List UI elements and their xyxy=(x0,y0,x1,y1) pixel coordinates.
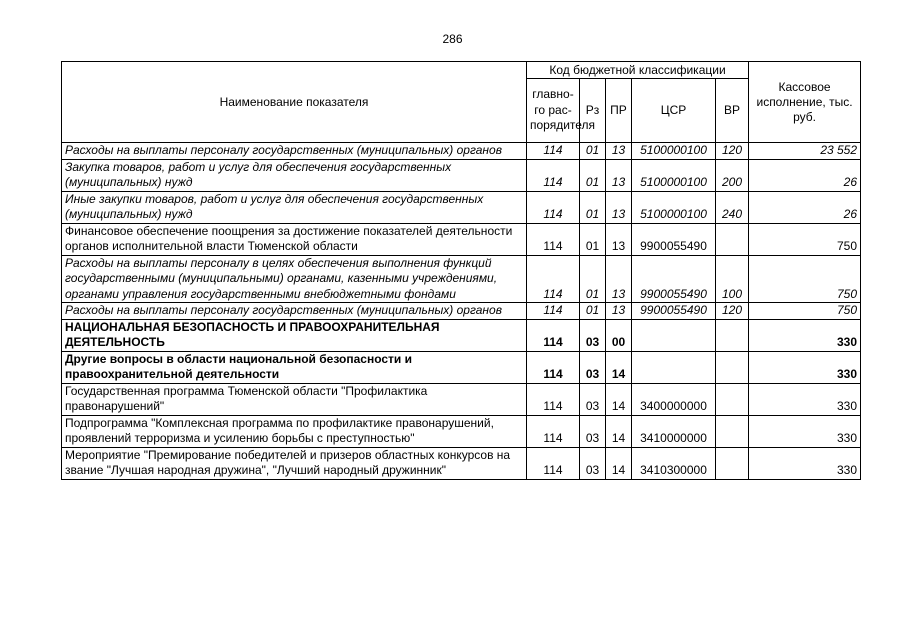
cell-amount: 330 xyxy=(749,447,861,479)
cell-csr: 3410300000 xyxy=(632,447,716,479)
cell-vr xyxy=(716,447,749,479)
cell-glavny: 114 xyxy=(527,255,580,303)
table-row xyxy=(62,383,861,415)
header-vr: ВР xyxy=(716,79,749,143)
cell-csr: 5100000100 xyxy=(632,143,716,160)
header-name: Наименование показателя xyxy=(62,62,527,143)
cell-glavny: 114 xyxy=(527,143,580,160)
table-row xyxy=(62,255,861,303)
cell-name: Финансовое обеспечение поощрения за достижение показателей деятельности органов исполнительной власти Тюменской области xyxy=(62,223,527,255)
cell-pr: 13 xyxy=(606,223,632,255)
cell-rz: 03 xyxy=(580,351,606,383)
cell-rz: 01 xyxy=(580,223,606,255)
cell-glavny: 114 xyxy=(527,303,580,320)
cell-csr: 3400000000 xyxy=(632,383,716,415)
cell-name: НАЦИОНАЛЬНАЯ БЕЗОПАСНОСТЬ И ПРАВООХРАНИТЕЛЬНАЯ ДЕЯТЕЛЬНОСТЬ xyxy=(62,319,527,351)
page-number: 286 xyxy=(442,32,463,46)
cell-glavny: 114 xyxy=(527,447,580,479)
cell-csr: 9900055490 xyxy=(632,223,716,255)
cell-amount: 330 xyxy=(749,351,861,383)
cell-csr: 5100000100 xyxy=(632,191,716,223)
table-row xyxy=(62,447,861,479)
cell-name: Закупка товаров, работ и услуг для обеспечения государственных (муниципальных) нужд xyxy=(62,159,527,191)
cell-rz: 01 xyxy=(580,159,606,191)
cell-amount: 330 xyxy=(749,383,861,415)
cell-name: Расходы на выплаты персоналу государственных (муниципальных) органов xyxy=(62,303,527,320)
cell-amount: 750 xyxy=(749,223,861,255)
cell-rz: 03 xyxy=(580,383,606,415)
cell-pr: 00 xyxy=(606,319,632,351)
cell-name: Другие вопросы в области национальной безопасности и правоохранительной деятельности xyxy=(62,351,527,383)
cell-rz: 03 xyxy=(580,415,606,447)
cell-pr: 13 xyxy=(606,143,632,160)
header-amount: Кассовое исполнение, тыс. руб. xyxy=(749,62,861,143)
cell-glavny: 114 xyxy=(527,191,580,223)
cell-rz: 01 xyxy=(580,303,606,320)
cell-pr: 14 xyxy=(606,447,632,479)
table-row xyxy=(62,143,861,160)
cell-glavny: 114 xyxy=(527,319,580,351)
cell-glavny: 114 xyxy=(527,383,580,415)
table-header xyxy=(62,62,861,143)
budget-table xyxy=(61,61,861,480)
cell-glavny: 114 xyxy=(527,159,580,191)
cell-amount: 330 xyxy=(749,415,861,447)
cell-name: Иные закупки товаров, работ и услуг для обеспечения государственных (муниципальных) нужд xyxy=(62,191,527,223)
cell-rz: 01 xyxy=(580,143,606,160)
cell-vr xyxy=(716,319,749,351)
table-row xyxy=(62,319,861,351)
cell-pr: 14 xyxy=(606,383,632,415)
header-glavny: главно-го рас-порядителя xyxy=(527,79,580,143)
cell-vr xyxy=(716,223,749,255)
cell-vr xyxy=(716,351,749,383)
cell-name: Подпрограмма "Комплексная программа по профилактике правонарушений, проявлений терроризма и усилению борьбы с преступностью" xyxy=(62,415,527,447)
cell-rz: 03 xyxy=(580,319,606,351)
cell-csr: 9900055490 xyxy=(632,303,716,320)
table-row xyxy=(62,191,861,223)
cell-vr: 100 xyxy=(716,255,749,303)
table-body xyxy=(62,143,861,480)
cell-rz: 01 xyxy=(580,191,606,223)
cell-rz: 01 xyxy=(580,255,606,303)
cell-name: Расходы на выплаты персоналу в целях обеспечения выполнения функций государственными (муниципальными) органами, казенными учреждениями, органами управления государственными внебюджетными фондами xyxy=(62,255,527,303)
cell-csr: 3410000000 xyxy=(632,415,716,447)
cell-glavny: 114 xyxy=(527,223,580,255)
cell-pr: 13 xyxy=(606,159,632,191)
cell-glavny: 114 xyxy=(527,351,580,383)
table-row xyxy=(62,351,861,383)
cell-pr: 14 xyxy=(606,415,632,447)
cell-amount: 26 xyxy=(749,159,861,191)
cell-amount: 750 xyxy=(749,255,861,303)
cell-amount: 26 xyxy=(749,191,861,223)
cell-pr: 13 xyxy=(606,255,632,303)
cell-name: Расходы на выплаты персоналу государственных (муниципальных) органов xyxy=(62,143,527,160)
header-csr: ЦСР xyxy=(632,79,716,143)
cell-vr: 240 xyxy=(716,191,749,223)
table-row xyxy=(62,415,861,447)
table-row xyxy=(62,159,861,191)
header-rz: Рз xyxy=(580,79,606,143)
table-row xyxy=(62,223,861,255)
header-code-group: Код бюджетной классификации xyxy=(527,62,749,79)
cell-amount: 750 xyxy=(749,303,861,320)
cell-csr: 9900055490 xyxy=(632,255,716,303)
cell-rz: 03 xyxy=(580,447,606,479)
cell-vr: 200 xyxy=(716,159,749,191)
cell-csr xyxy=(632,319,716,351)
cell-amount: 23 552 xyxy=(749,143,861,160)
cell-pr: 13 xyxy=(606,191,632,223)
table-row xyxy=(62,303,861,320)
cell-csr xyxy=(632,351,716,383)
cell-pr: 14 xyxy=(606,351,632,383)
cell-vr: 120 xyxy=(716,143,749,160)
header-pr: ПР xyxy=(606,79,632,143)
cell-glavny: 114 xyxy=(527,415,580,447)
cell-vr xyxy=(716,415,749,447)
cell-vr xyxy=(716,383,749,415)
cell-vr: 120 xyxy=(716,303,749,320)
cell-csr: 5100000100 xyxy=(632,159,716,191)
cell-name: Государственная программа Тюменской области "Профилактика правонарушений" xyxy=(62,383,527,415)
cell-name: Мероприятие "Премирование победителей и призеров областных конкурсов на звание "Лучшая народная дружина", "Лучший народный дружинник" xyxy=(62,447,527,479)
cell-pr: 13 xyxy=(606,303,632,320)
cell-amount: 330 xyxy=(749,319,861,351)
